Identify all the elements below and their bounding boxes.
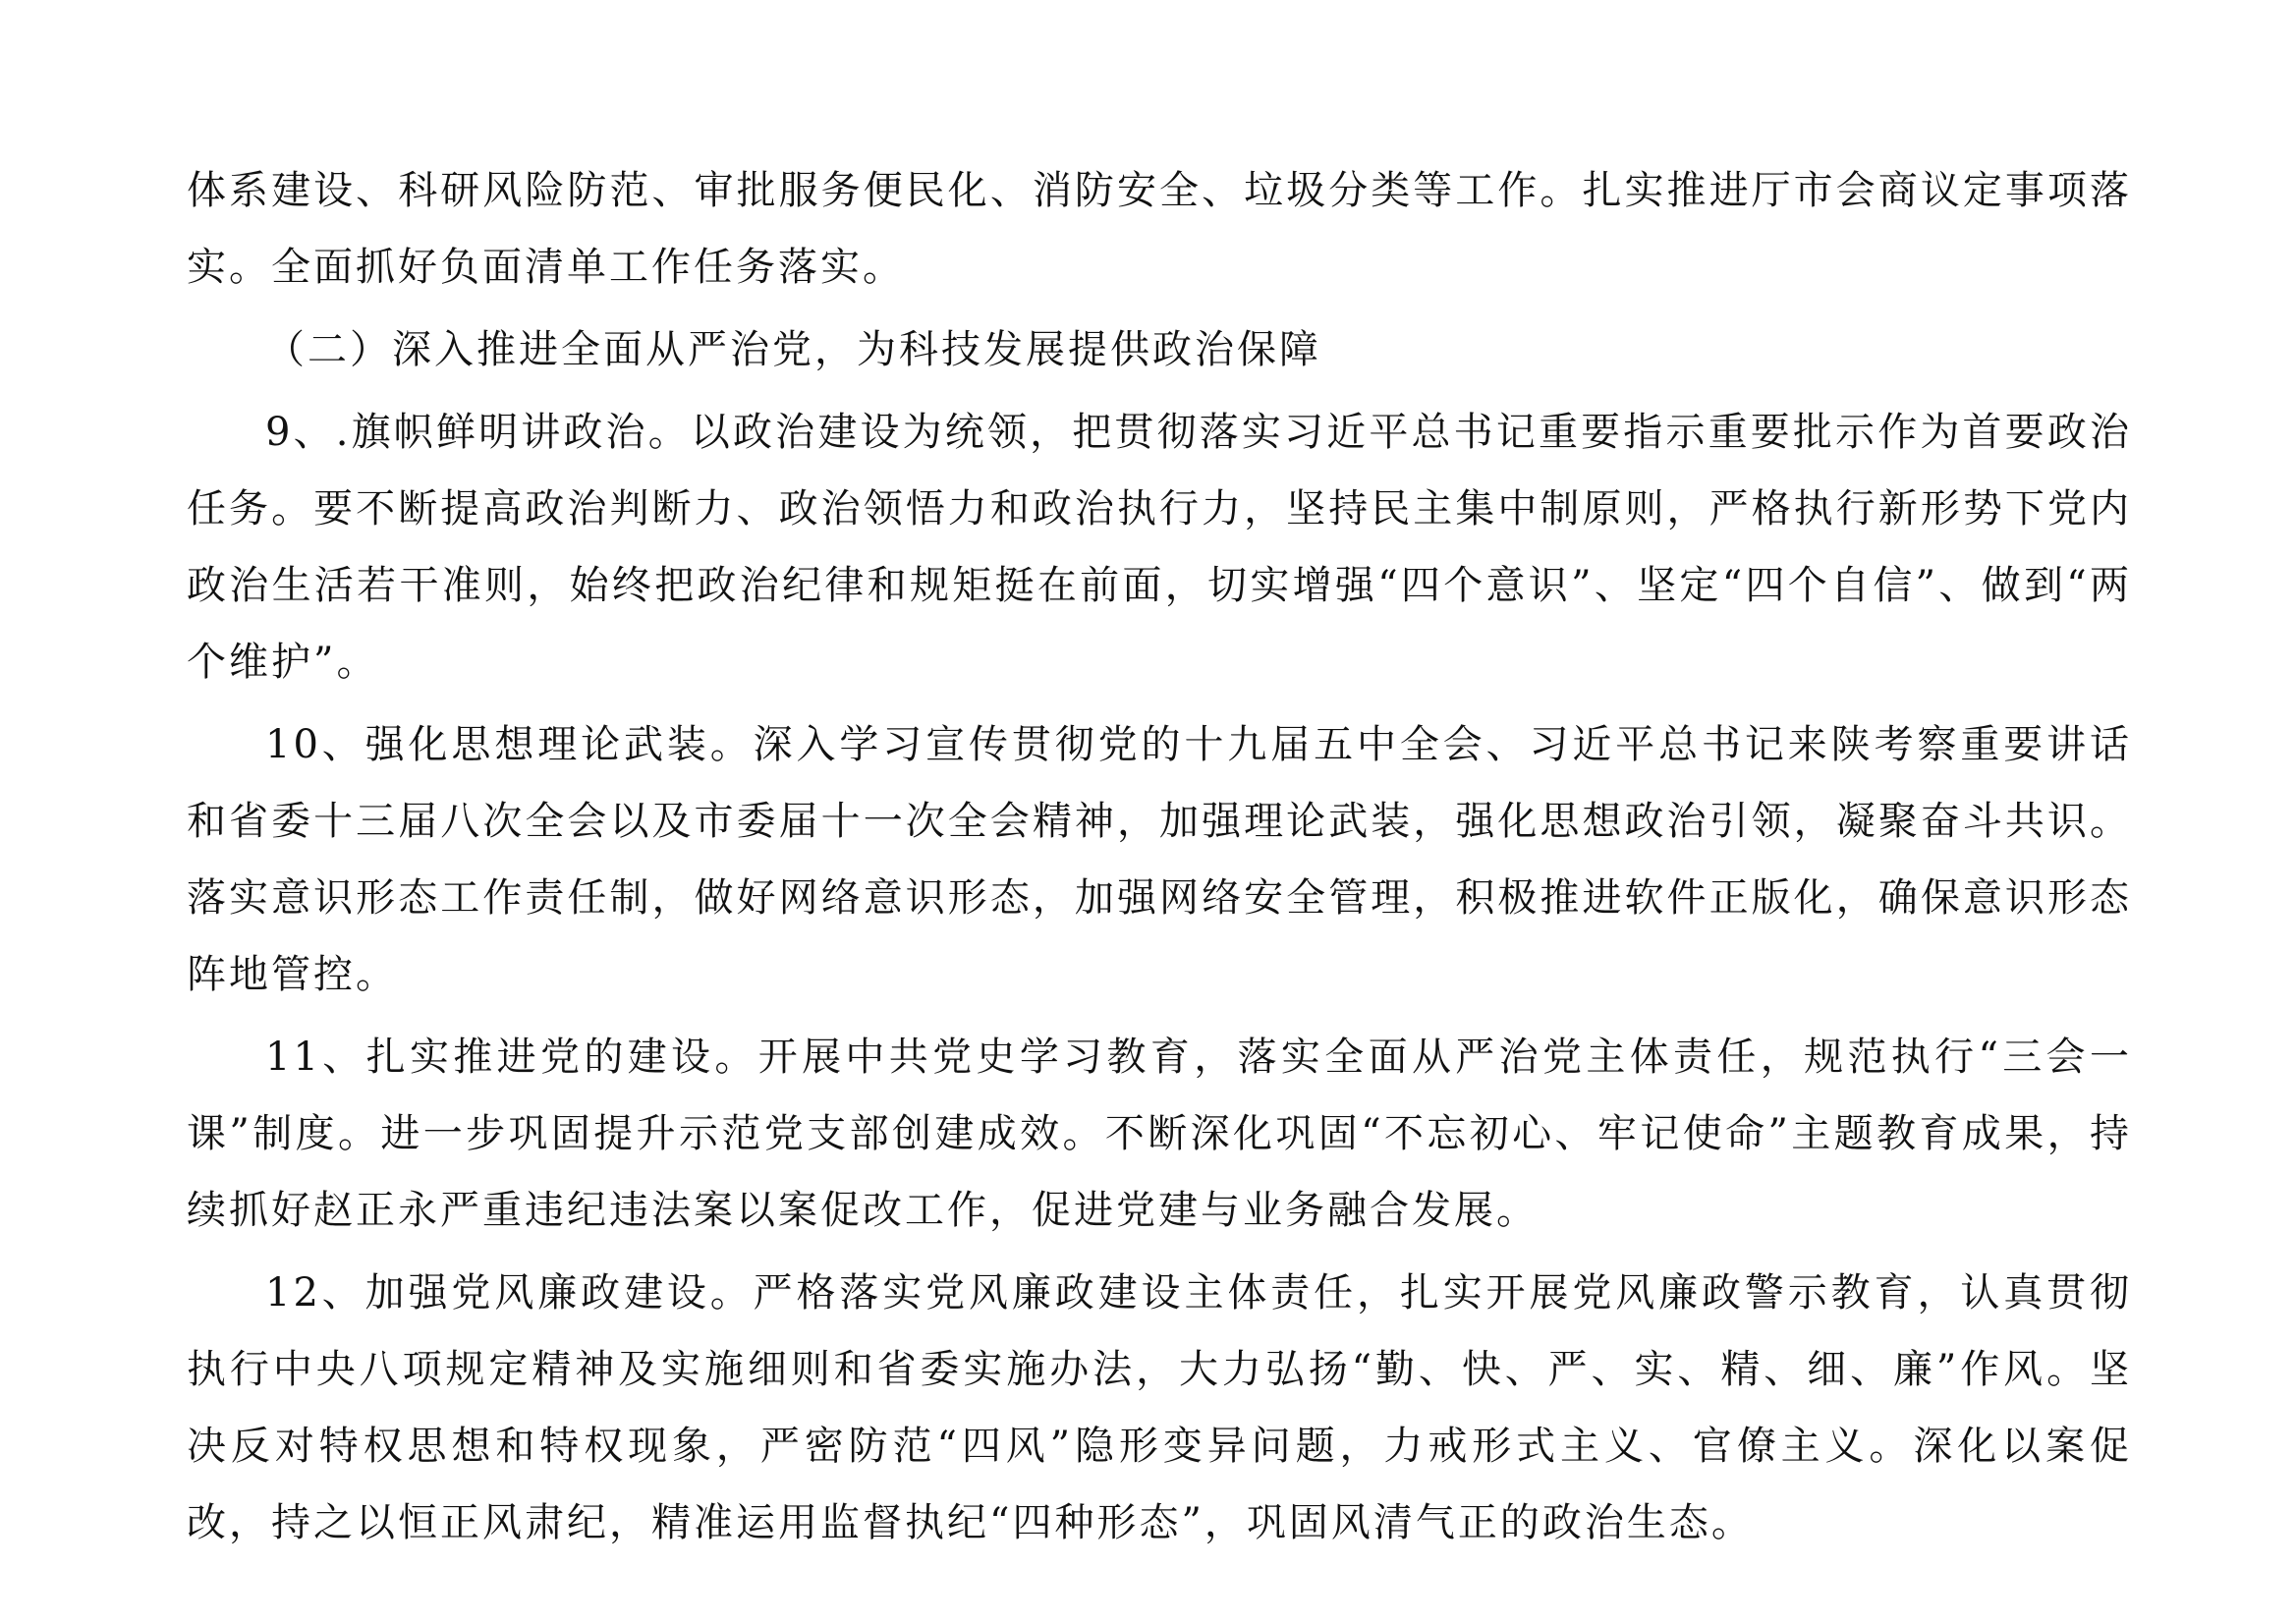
paragraph-item-10: 10、强化思想理论武装。深入学习宣传贯彻党的十九届五中全会、习近平总书记来陕考察重要讲话和省委十三届八次全会以及市委届十一次全会精神，加强理论武装，强化思想政治引领，凝聚奋斗共识。落实意识形态工作责任制，做好网络意识形态，加强网络安全管理，积极推进软件正版化，确保意识形态阵地管控。: [187, 722, 2132, 997]
document-body: [187, 152, 2132, 1561]
paragraph-continuation: 体系建设、科研风险防范、审批服务便民化、消防安全、垃圾分类等工作。扎实推进厅市会商议定事项落实。全面抓好负面清单工作任务落实。: [187, 168, 2132, 290]
paragraph-item-9: 9、.旗帜鲜明讲政治。以政治建设为统领，把贯彻落实习近平总书记重要指示重要批示作为首要政治任务。要不断提高政治判断力、政治领悟力和政治执行力，坚持民主集中制原则，严格执行新形势下党内政治生活若干准则，始终把政治纪律和规矩挺在前面，切实增强“四个意识”、坚定“四个自信”、做到“两个维护”。: [187, 410, 2132, 685]
paragraph-item-11: 11、扎实推进党的建设。开展中共党史学习教育，落实全面从严治党主体责任，规范执行“三会一课”制度。进一步巩固提升示范党支部创建成效。不断深化巩固“不忘初心、牢记使命”主题教育成果，持续抓好赵正永严重违纪违法案以案促改工作，促进党建与业务融合发展。: [187, 1035, 2132, 1233]
paragraph-item-12: 12、加强党风廉政建设。严格落实党风廉政建设主体责任，扎实开展党风廉政警示教育，认真贯彻执行中央八项规定精神及实施细则和省委实施办法，大力弘扬“勤、快、严、实、精、细、廉”作风。坚决反对特权思想和特权现象，严密防范“四风”隐形变异问题，力戒形式主义、官僚主义。深化以案促改，持之以恒正风肃纪，精准运用监督执纪“四种形态”，巩固风清气正的政治生态。: [187, 1270, 2132, 1545]
section-heading: （二）深入推进全面从严治党，为科技发展提供政治保障: [265, 327, 1321, 372]
